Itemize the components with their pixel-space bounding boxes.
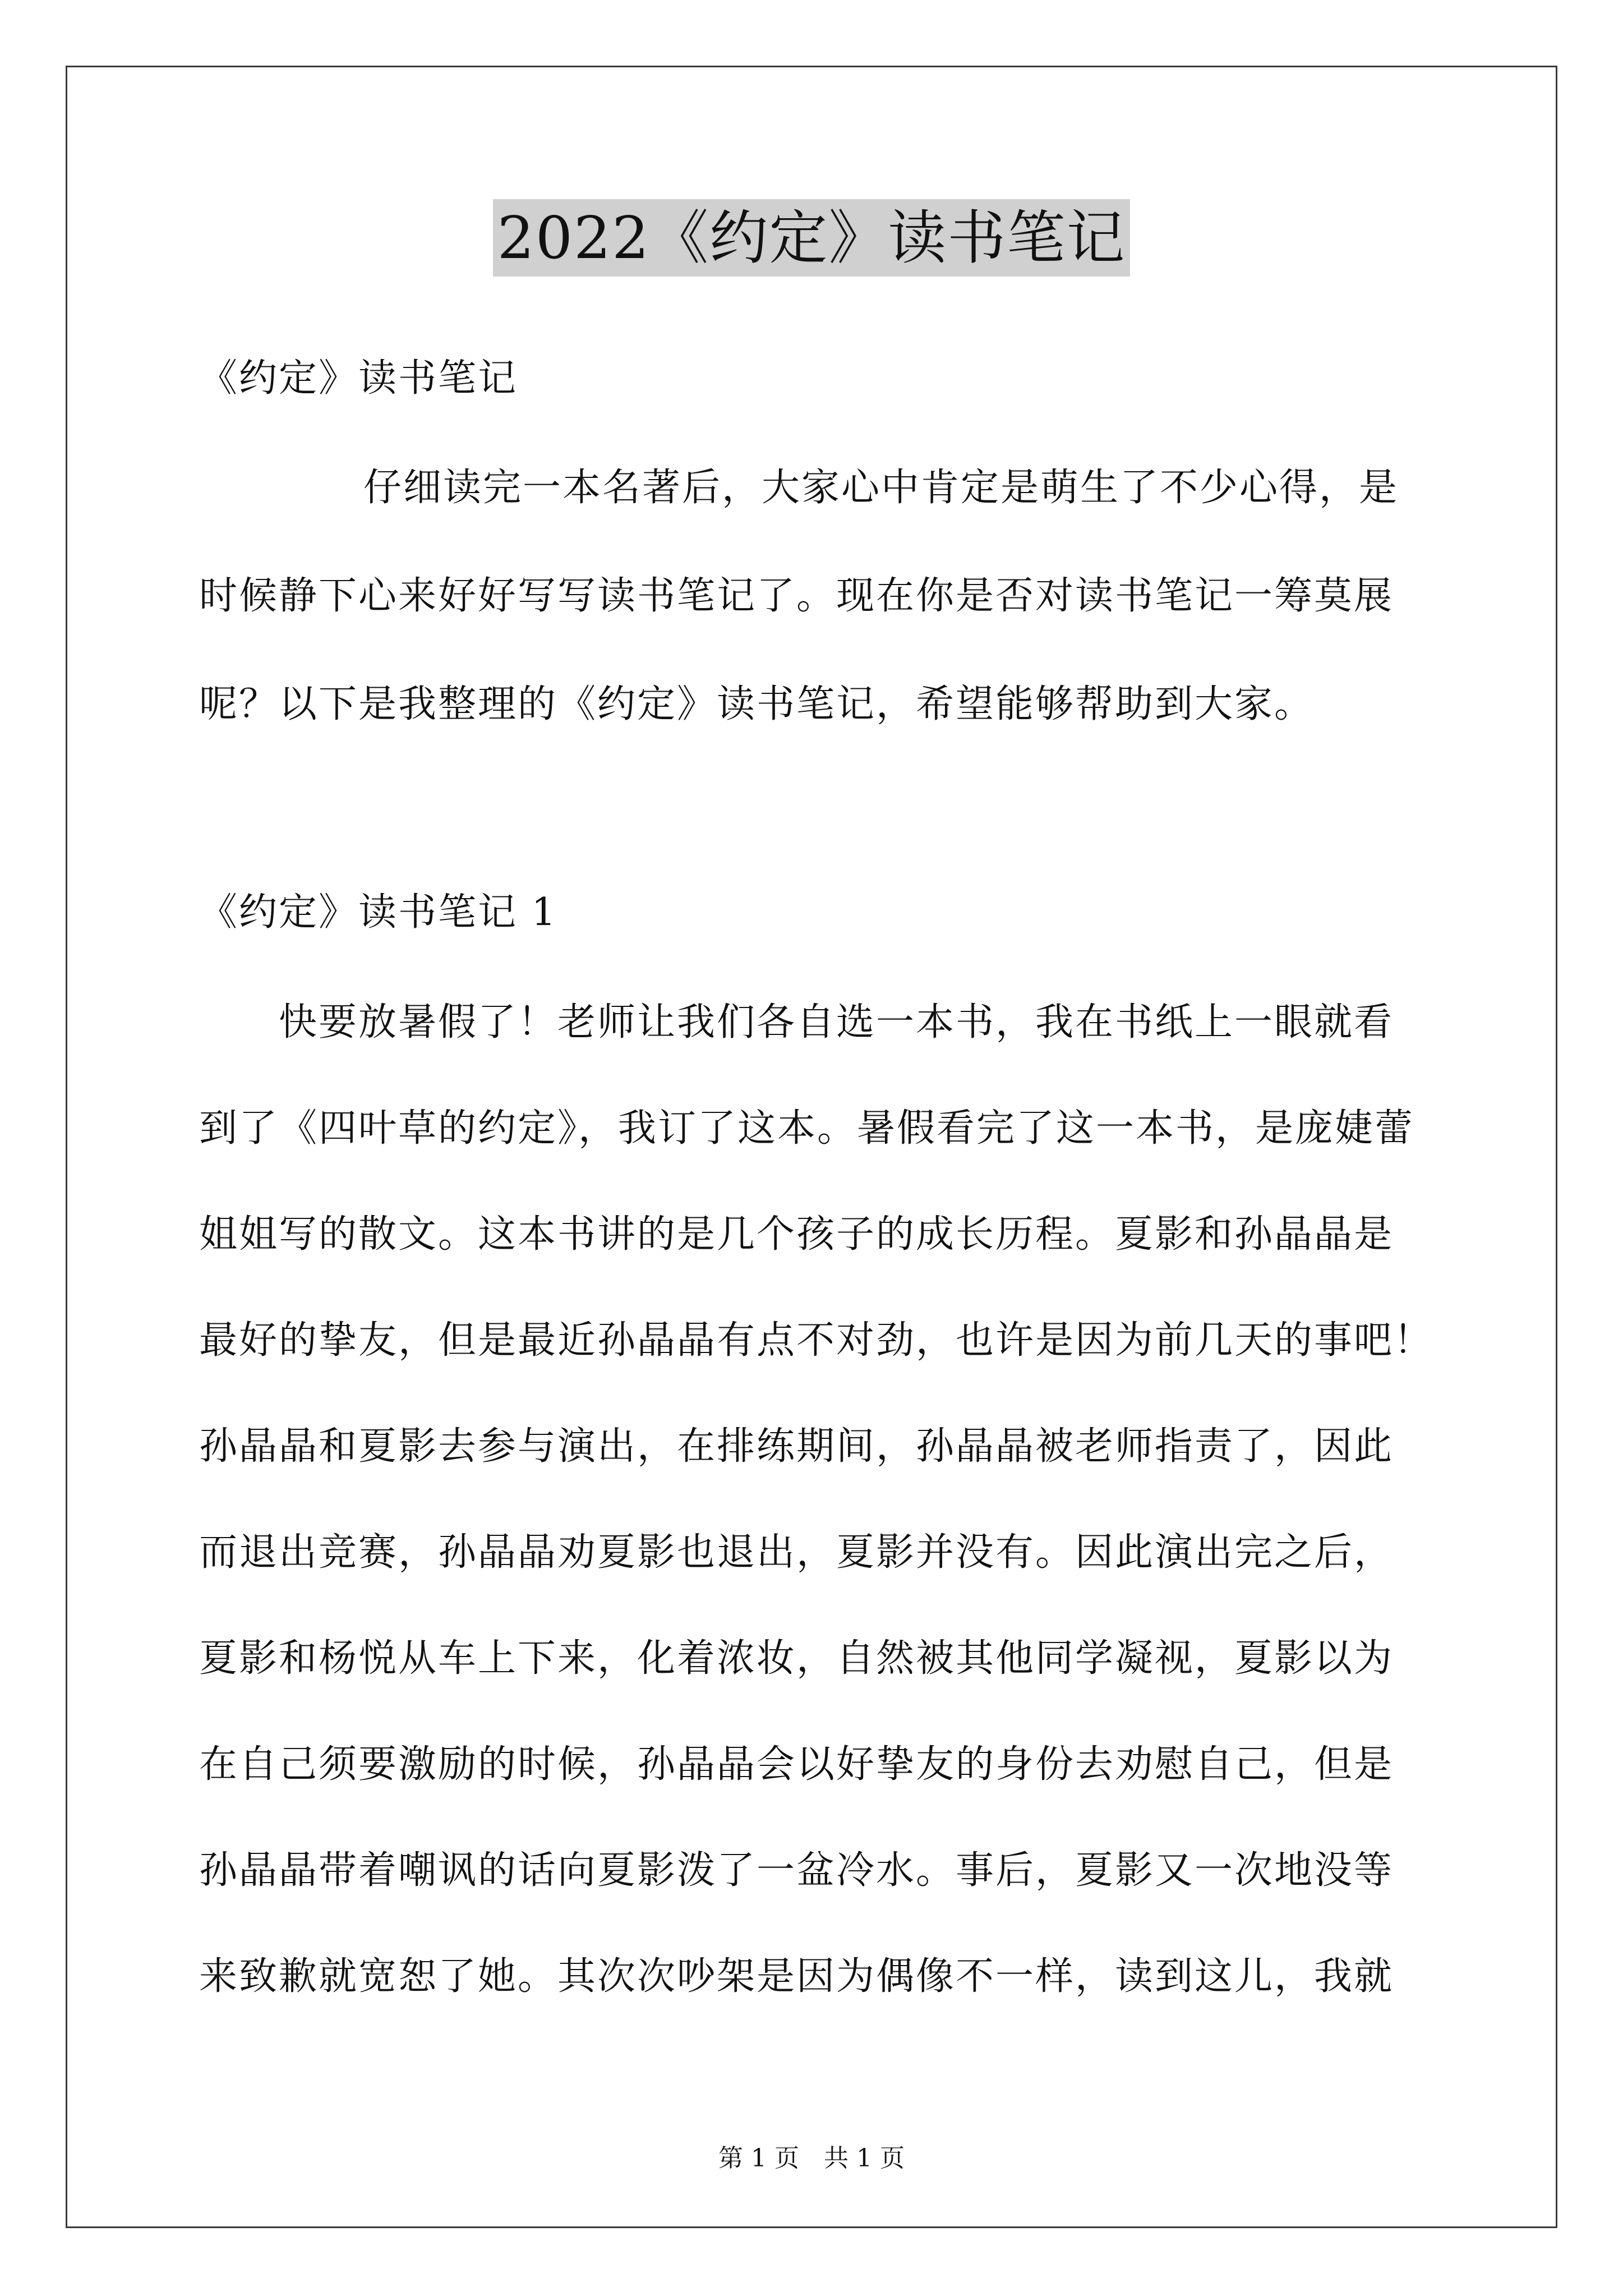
body-line: 到了《四叶草的约定》，我订了这本。暑假看完了这一本书，是庞婕蕾 [199, 1106, 1415, 1151]
document-title: 2022《约定》读书笔记 [493, 199, 1131, 277]
intro-line-2: 时候静下心来好好写写读书笔记了。现在你是否对读书笔记一筹莫展 [199, 574, 1394, 618]
body-line: 在自己须要激励的时候，孙晶晶会以好挚友的身份去劝慰自己，但是 [199, 1742, 1394, 1787]
intro-line-3: 呢？以下是我整理的《约定》读书笔记，希望能够帮助到大家。 [199, 682, 1315, 726]
body-line: 而退出竞赛，孙晶晶劝夏影也退出，夏影并没有。因此演出完之后， [199, 1530, 1394, 1575]
body-line: 孙晶晶带着嘲讽的话向夏影泼了一盆冷水。事后，夏影又一次地没等 [199, 1848, 1394, 1893]
intro-line-1: 仔细读完一本名著后，大家心中肯定是萌生了不少心得，是 [363, 466, 1399, 510]
body-line: 夏影和杨悦从车上下来，化着浓妆，自然被其他同学凝视，夏影以为 [199, 1636, 1394, 1681]
body-line: 快要放暑假了！老师让我们各自选一本书，我在书纸上一眼就看 [279, 1000, 1394, 1045]
subtitle: 《约定》读书笔记 [199, 356, 518, 401]
section-heading: 《约定》读书笔记 1 [199, 890, 557, 935]
body-line: 来致歉就宽恕了她。其次次吵架是因为偶像不一样，读到这儿，我就 [199, 1954, 1394, 1999]
page-footer: 第 1 页 共 1 页 [718, 2144, 905, 2173]
body-line: 最好的挚友，但是最近孙晶晶有点不对劲，也许是因为前几天的事吧！ [199, 1318, 1434, 1363]
title-block [0, 199, 1623, 277]
body-line: 姐姐写的散文。这本书讲的是几个孩子的成长历程。夏影和孙晶晶是 [199, 1212, 1394, 1257]
body-line: 孙晶晶和夏影去参与演出，在排练期间，孙晶晶被老师指责了，因此 [199, 1424, 1394, 1469]
